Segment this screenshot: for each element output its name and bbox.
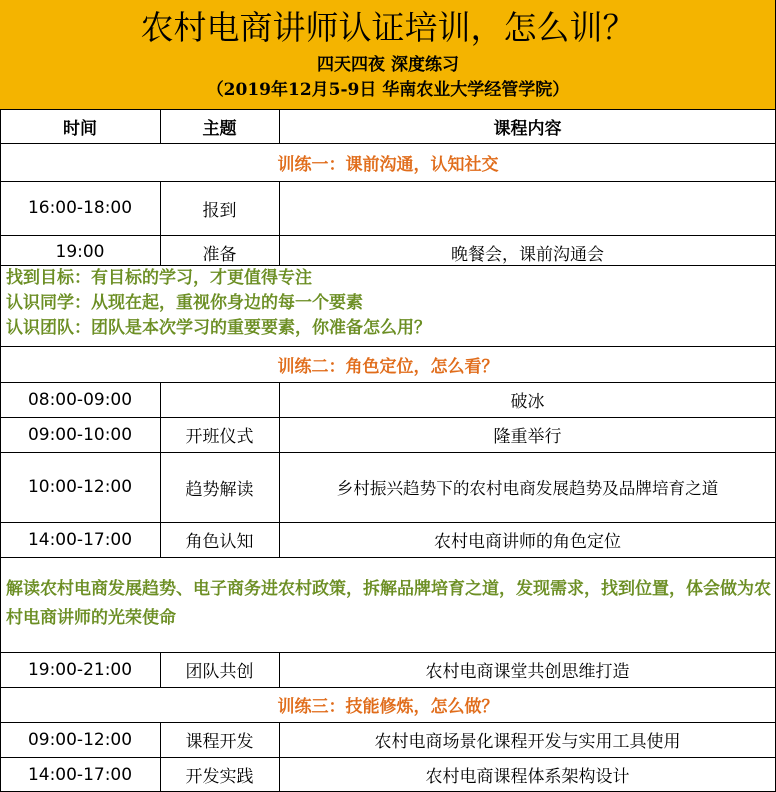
topic-cell: 团队共创 bbox=[185, 662, 254, 682]
table-border bbox=[0, 346, 776, 347]
page-date-location: （2019年12月5-9日 华南农业大学经管学院） bbox=[206, 80, 570, 100]
table-border bbox=[160, 109, 161, 143]
content-cell: 农村电商课堂共创思维打造 bbox=[425, 662, 630, 682]
table-border bbox=[0, 109, 776, 110]
table-border bbox=[0, 143, 776, 144]
table-border bbox=[0, 757, 776, 758]
content-cell: 农村电商讲师的角色定位 bbox=[434, 532, 621, 552]
topic-cell: 准备 bbox=[202, 244, 237, 265]
table-border bbox=[279, 652, 280, 687]
table-border bbox=[0, 417, 776, 418]
time-cell: 08:00-09:00 bbox=[27, 389, 133, 410]
table-border bbox=[160, 722, 161, 792]
table-border bbox=[160, 181, 161, 265]
column-header-content: 课程内容 bbox=[493, 118, 562, 139]
content-cell: 破冰 bbox=[510, 392, 545, 412]
page-title: 农村电商讲师认证培训，怎么训？ bbox=[140, 8, 636, 47]
time-cell: 19:00-21:00 bbox=[27, 659, 133, 680]
table-border bbox=[0, 687, 776, 688]
table-border bbox=[279, 382, 280, 557]
section-title-2: 训练二：角色定位，怎么看？ bbox=[277, 356, 499, 377]
time-cell: 09:00-10:00 bbox=[27, 424, 133, 445]
note-paragraph: 解读农村电商发展趋势、电子商务进农村政策，拆解品牌培育之道，发现需求，找到位置，体会做为农村电商讲师的光荣使命 bbox=[6, 579, 771, 628]
table-border bbox=[160, 652, 161, 687]
table-border bbox=[0, 382, 776, 383]
note-line: 认识同学：从现在起，重视你身边的每一个要素 bbox=[6, 293, 363, 313]
content-cell bbox=[279, 181, 776, 235]
page-subtitle: 四天四夜 深度练习 bbox=[317, 55, 459, 75]
time-cell: 14:00-17:00 bbox=[27, 529, 133, 550]
table-border bbox=[0, 452, 776, 453]
table-border bbox=[279, 181, 280, 265]
topic-cell: 角色认知 bbox=[185, 532, 254, 552]
topic-cell bbox=[160, 382, 279, 417]
time-cell: 10:00-12:00 bbox=[27, 477, 133, 497]
content-cell: 晚餐会，课前沟通会 bbox=[451, 244, 604, 265]
time-cell: 19:00 bbox=[55, 242, 105, 262]
content-cell: 乡村振兴趋势下的农村电商发展趋势及品牌培育之道 bbox=[336, 479, 719, 498]
section-title-3: 训练三：技能修炼，怎么做？ bbox=[277, 697, 499, 717]
section-title-1: 训练一：课前沟通，认知社交 bbox=[277, 154, 499, 175]
column-header-topic: 主题 bbox=[202, 118, 237, 139]
topic-cell: 开班仪式 bbox=[185, 427, 254, 447]
topic-cell: 趋势解读 bbox=[185, 479, 254, 500]
topic-cell: 报到 bbox=[202, 200, 237, 221]
table-border bbox=[0, 652, 776, 653]
table-border bbox=[0, 557, 776, 558]
note-line: 找到目标：有目标的学习，才更值得专注 bbox=[6, 268, 312, 288]
content-cell: 农村电商场景化课程开发与实用工具使用 bbox=[374, 732, 681, 752]
topic-cell: 课程开发 bbox=[185, 732, 254, 752]
table-border bbox=[0, 265, 776, 266]
table-border bbox=[0, 522, 776, 523]
time-cell: 14:00-17:00 bbox=[27, 764, 133, 785]
note-line: 认识团队：团队是本次学习的重要要素，你准备怎么用？ bbox=[6, 318, 431, 338]
table-border bbox=[279, 109, 280, 143]
table-border bbox=[0, 722, 776, 723]
time-cell: 09:00-12:00 bbox=[27, 729, 133, 750]
content-cell: 农村电商课程体系架构设计 bbox=[425, 767, 630, 787]
table-border bbox=[279, 722, 280, 792]
topic-cell: 开发实践 bbox=[185, 767, 254, 787]
column-header-time: 时间 bbox=[63, 118, 97, 139]
table-border bbox=[0, 235, 776, 236]
table-border bbox=[160, 382, 161, 557]
table-border bbox=[0, 109, 1, 792]
time-cell: 16:00-18:00 bbox=[27, 198, 133, 218]
table-border bbox=[0, 181, 776, 182]
content-cell: 隆重举行 bbox=[493, 427, 562, 447]
